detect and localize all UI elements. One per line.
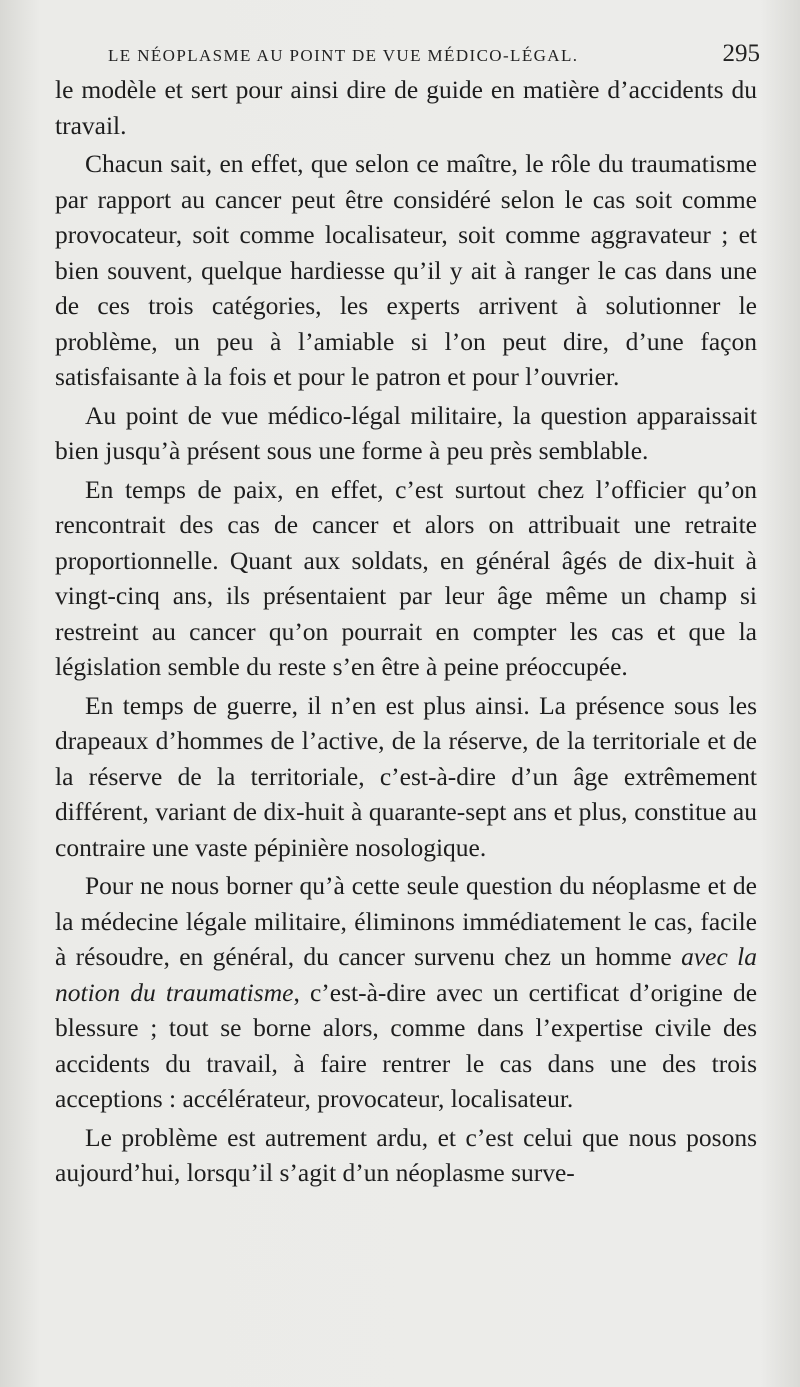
body-text <box>55 72 757 1194</box>
paragraph: En temps de guerre, il n’en est plus ainsi. La présence sous les drapeaux d’hommes de l’active, de la réserve, de la territoriale et de la réserve de la territoriale, c’est-à-dire d’un âge extrêmement différent, variant de dix-huit à quarante-sept ans et plus, constitue au contraire une vaste pépinière nosologique. <box>55 690 757 862</box>
paragraph: Au point de vue médico-légal militaire, la question apparaissait bien jusqu’à présent sous une forme à peu près semblable. <box>55 400 757 465</box>
italic-phrase: avec la notion du traumatisme <box>55 942 758 1007</box>
paragraph: Le problème est autrement ardu, et c’est celui que nous posons aujourd’hui, lorsqu’il s’agit d’un néoplasme surve- <box>55 1122 757 1187</box>
paragraph: Chacun sait, en effet, que selon ce maître, le rôle du traumatisme par rapport au cancer peut être considéré selon le cas soit comme provocateur, soit comme localisateur, soit comme aggravateur ; et bien souvent, quelque hardiesse qu’il y ait à ranger le cas dans une de ces trois catégories, les experts arrivent à solutionner le problème, un peu à l’amiable si l’on peut dire, d’une façon satisfaisante à la fois et pour le patron et pour l’ouvrier. <box>55 149 757 391</box>
paragraph: le modèle et sert pour ainsi dire de guide en matière d’accidents du travail. <box>55 75 757 140</box>
paragraph-text: Pour ne nous borner qu’à cette seule question du néoplasme et de la médecine légale militaire, éliminons immédiatement le cas, facile à résoudre, en général, du cancer survenu chez un homme <box>55 871 757 971</box>
page-header <box>108 40 760 70</box>
running-title: LE NÉOPLASME AU POINT DE VUE MÉDICO-LÉGAL. <box>108 46 579 65</box>
paragraph: En temps de paix, en effet, c’est surtout chez l’officier qu’on rencontrait des cas de cancer et alors on attribuait une retraite proportionnelle. Quant aux soldats, en général âgés de dix-huit à vingt-cinq ans, ils présentaient par leur âge même un champ si restreint au cancer qu’on pourrait en compter les cas et que la législation semble du reste s’en être à peine préoccupée. <box>55 474 757 681</box>
page-number: 295 <box>722 40 760 67</box>
paragraph <box>55 868 757 1117</box>
paragraph-text: , c’est-à-dire avec un certificat d’origine de blessure ; tout se borne alors, comme dans l’expertise civile des accidents du travail, à faire rentrer le cas dans une des trois acceptions : accélérateur, provocateur, localisateur. <box>55 977 758 1113</box>
